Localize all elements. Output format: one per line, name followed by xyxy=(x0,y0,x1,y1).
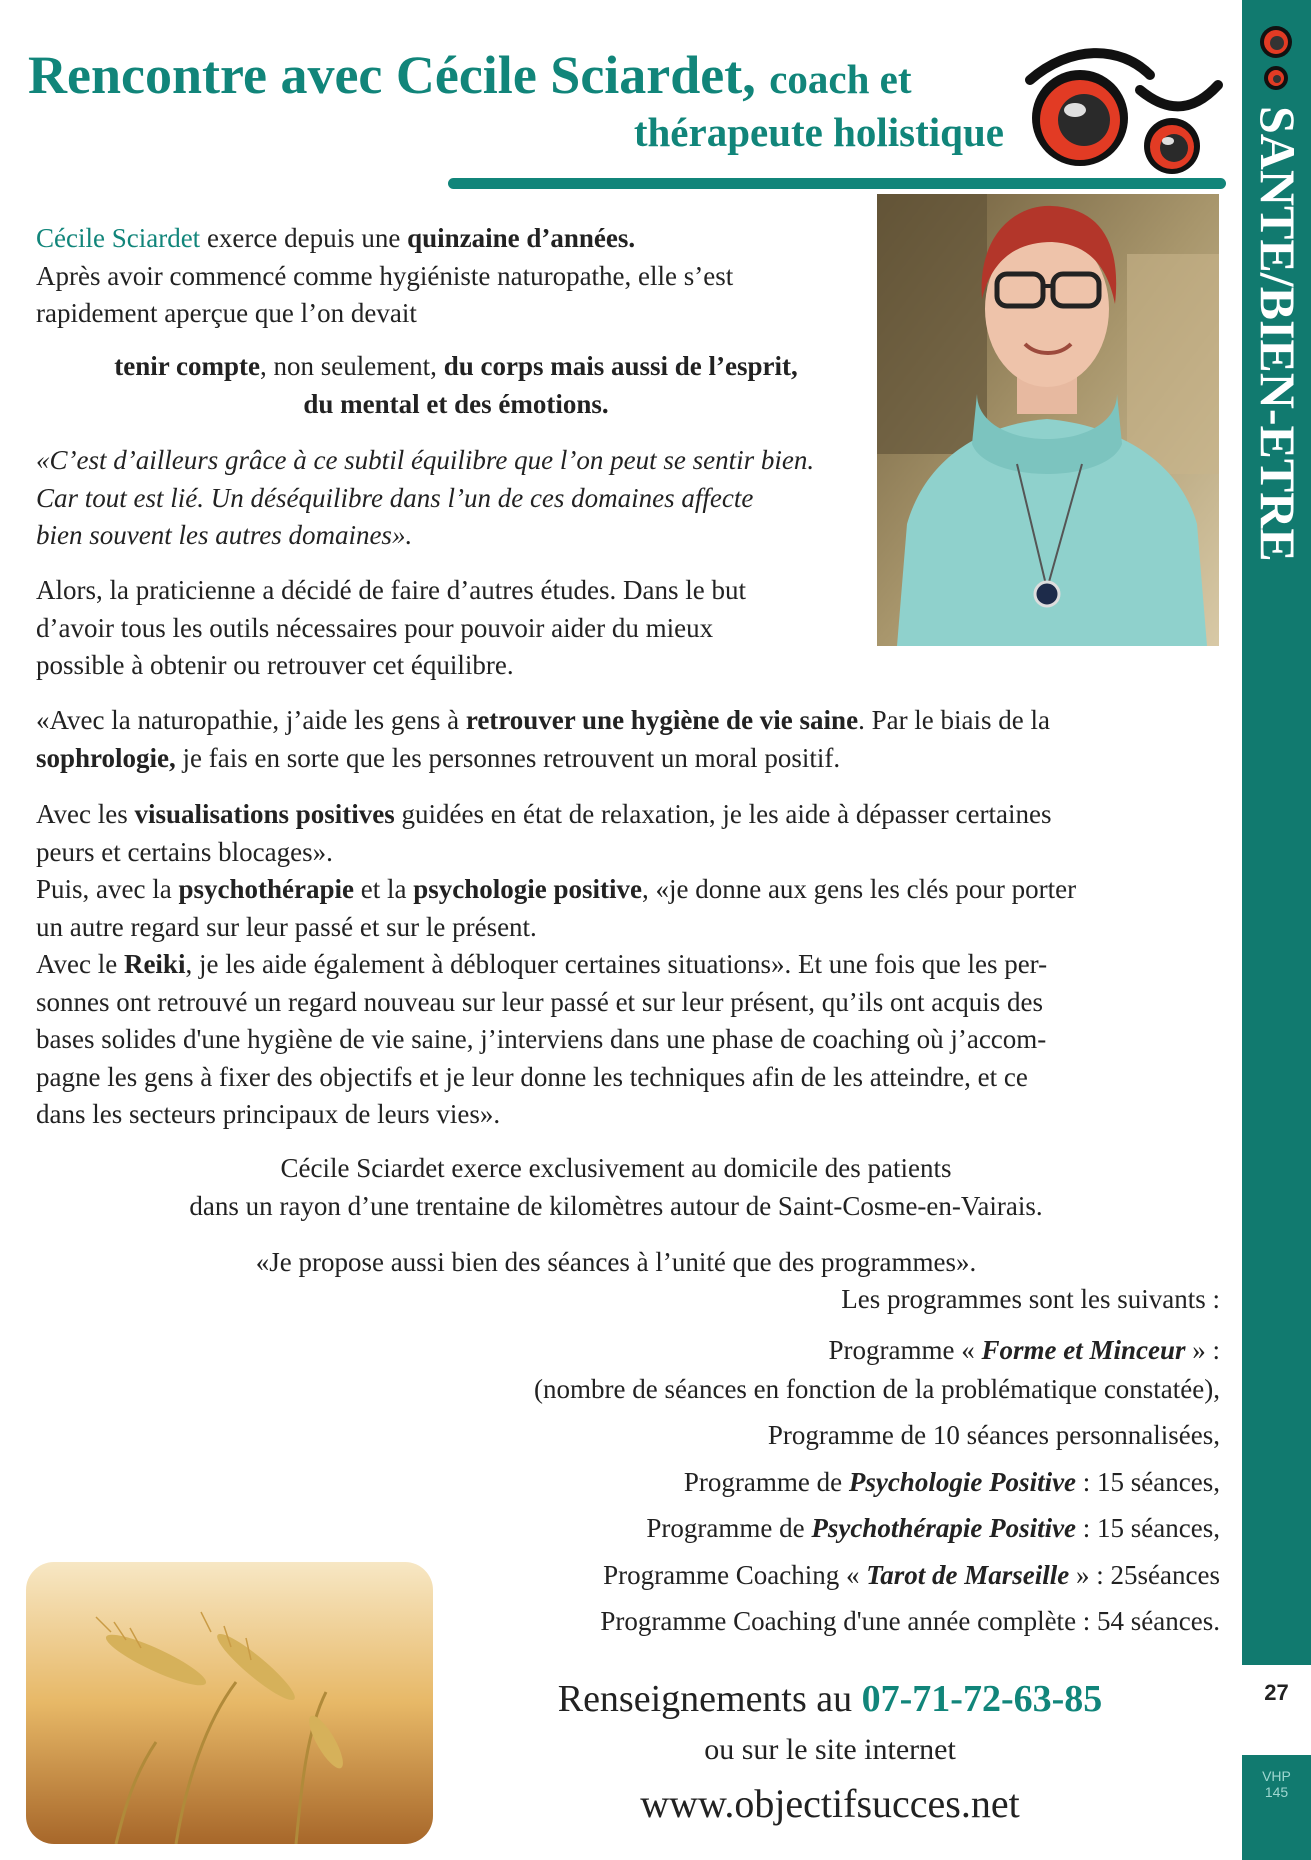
paragraph-location: Cécile Sciardet exerce exclusivement au domicile des patients dans un rayon d’une trentaine de kilomètres autour de Saint-Cosme-en-Vairais. xyxy=(189,1153,1043,1221)
programmes-intro: Les programmes sont les suivants : xyxy=(841,1284,1220,1314)
paragraph-emphasis: tenir compte, non seulement, du corps mais aussi de l’esprit, du mental et des émotions. xyxy=(114,351,798,419)
article-title: Rencontre avec Cécile Sciardet, coach et xyxy=(28,45,912,105)
website-intro: ou sur le site internet xyxy=(704,1733,956,1766)
small-eyes-icon xyxy=(1252,22,1300,97)
paragraph-methods: Avec les visualisations positives guidées en état de relaxation, je les aide à dépasser certaines peurs et certains blocages». Puis, avec la psychothérapie et la psychologie positive, «je donne aux gens les clés pour porter un autre regard sur leur passé et sur le présent. Avec le Reiki, je les aide également à débloquer certaines situations». Et une fois que les per- sonnes ont retrouvé un regard nouveau sur leur passé et sur leur présent, qu’ils ont acquis des bases solides d'une hygiène de vie saine, j’interviens dans une phase de coaching où j’accom- pagne les gens à fixer des objectifs et je leur donne les techniques afin de les atteindre, et ce dans les secteurs principaux de leurs vies». xyxy=(36,799,1077,1129)
footer-code: VHP 145 xyxy=(1262,1768,1291,1800)
list-item: Programme de 10 séances personnalisées, xyxy=(767,1420,1220,1450)
portrait-photo xyxy=(877,194,1219,646)
list-item: (nombre de séances en fonction de la problématique constatée), xyxy=(534,1373,1220,1404)
paragraph-studies: Alors, la praticienne a décidé de faire d’autres études. Dans le but d’avoir tous les outils nécessaires pour pouvoir aider du mieux possible à obtenir ou retrouver cet équilibre. xyxy=(36,575,746,680)
list-item: Programme de Psychologie Positive : 15 séances, xyxy=(683,1466,1220,1497)
paragraph-offer: «Je propose aussi bien des séances à l’unité que des programmes». xyxy=(255,1247,977,1277)
list-item: Programme Coaching d'une année complète : 54 séances. xyxy=(600,1606,1220,1636)
paragraph-intro: Cécile Sciardet exerce depuis une quinzaine d’années. Après avoir commencé comme hygiéniste naturopathe, elle s’est rapidement aperçue que l’on devait xyxy=(36,223,734,328)
website-link[interactable]: www.objectifsucces.net xyxy=(640,1781,1020,1826)
quote-paragraph: «C’est d’ailleurs grâce à ce subtil équilibre que l’on peut se sentir bien. Car tout est lié. Un déséquilibre dans l’un de ces domaines affecte bien souvent les autres domaines». xyxy=(36,445,815,550)
section-label: SANTE/BIEN-ETRE xyxy=(1250,106,1306,562)
page-number: 27 xyxy=(1264,1680,1289,1705)
article-subtitle: thérapeute holistique xyxy=(633,109,1004,155)
wheat-photo xyxy=(26,1562,433,1844)
phone-number[interactable]: 07-71-72-63-85 xyxy=(861,1678,1103,1720)
eyes-logo-icon xyxy=(1020,40,1225,175)
list-item: Programme de Psychothérapie Positive : 15 séances, xyxy=(646,1513,1220,1543)
paragraph-naturopathie: «Avec la naturopathie, j’aide les gens à retrouver une hygiène de vie saine. Par le biais de la sophrologie, je fais en sorte que les personnes retrouvent un moral positif. xyxy=(36,705,1051,773)
contact-phone-line: Renseignements au 07-71-72-63-85 xyxy=(557,1678,1103,1720)
list-item: Programme « Forme et Minceur » : xyxy=(828,1335,1220,1365)
title-divider xyxy=(448,178,1226,189)
list-item: Programme Coaching « Tarot de Marseille » : 25séances xyxy=(603,1559,1220,1590)
programmes-list xyxy=(300,1327,1220,1645)
